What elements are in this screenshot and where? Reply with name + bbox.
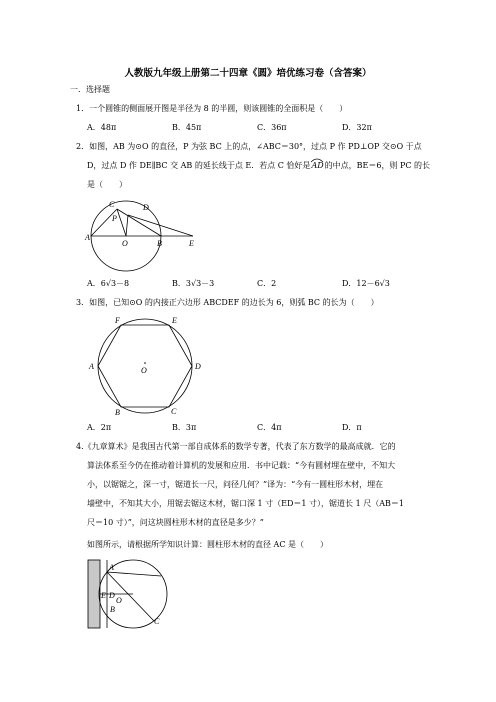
q2-option-d: D．12－6√3 — [342, 279, 390, 288]
arc-symbol-icon — [310, 158, 324, 163]
q3-figure — [88, 313, 206, 417]
q3-label-c: C — [171, 407, 177, 416]
q1-option-d: D．32π — [342, 123, 372, 132]
q2-line2-b: 的中点，BE＝6，则 PC 的长 — [324, 161, 431, 170]
page-title: 人教版九年级上册第二十四章《圆》培优练习卷（含答案） — [124, 68, 372, 79]
q1-option-c: C．36π — [257, 123, 287, 132]
q4-label-c: C — [154, 617, 160, 626]
q2-label-a: A — [85, 233, 90, 242]
q2-label-b: B — [157, 239, 162, 248]
q2-label-e: E — [189, 239, 194, 248]
section-heading: 一．选择题 — [70, 85, 110, 94]
q2-option-a: A．6√3－8 — [87, 279, 130, 288]
q1-stem: 1．一个圆锥的侧面展开图是半径为 8 的半圆，则该圆锥的全面积是（ ） — [76, 104, 348, 113]
q4-label-o: O — [116, 596, 122, 605]
q3-option-a: A．2π — [87, 423, 112, 432]
q3-label-b: B — [115, 408, 120, 417]
q3-label-a: A — [89, 362, 94, 371]
q2-label-p: P — [112, 214, 117, 223]
q4-line5: 尺＝10 寸）”，问这块圆柱形木材的直径是多少？” — [87, 518, 264, 527]
q3-label-o: O — [141, 366, 147, 375]
q2-label-c: C — [109, 200, 115, 209]
q4-label-a: A — [109, 563, 114, 572]
q2-line3: 是（ ） — [87, 180, 127, 189]
q3-option-c: C．4π — [257, 423, 282, 432]
q3-label-e: E — [172, 316, 177, 325]
q3-label-f: F — [115, 316, 120, 325]
q4-label-d: D — [109, 591, 115, 600]
q3-option-d: D．π — [342, 423, 362, 432]
q2-label-o: O — [122, 239, 128, 248]
q3-stem: 3．如图，已知⊙O 的内接正六边形 ABCDEF 的边长为 6，则弧 BC 的长为（ ） — [76, 298, 379, 307]
q1-option-a: A．48π — [87, 123, 117, 132]
q2-arc-label: AD — [310, 161, 324, 171]
q4-line2: 算法体系至今仍在推动着计算机的发展和应用．书中记载：“今有圆材埋在壁中，不知大 — [87, 461, 396, 470]
q2-option-b: B．3√3－3 — [172, 279, 215, 288]
q1-option-b: B．45π — [172, 123, 202, 132]
q2-figure — [85, 198, 200, 260]
q3-label-d: D — [195, 362, 201, 371]
q4-line3: 小，以锯锯之，深一寸，锯道长一尺，问径几何？”译为：“今有一圆柱形木材，埋在 — [87, 480, 384, 489]
q2-line2 — [87, 161, 430, 171]
q4-label-b: B — [110, 605, 115, 614]
q2-option-c: C．2 — [257, 279, 277, 288]
q4-line4: 墙壁中，不知其大小，用锯去锯这木材，锯口深 1 寸（ED＝1 寸），锯道长 1 尺（AB＝1 — [87, 499, 404, 508]
q4-label-e: E — [101, 591, 106, 600]
q2-line2-a: D，过点 D 作 DE∥BC 交 AB 的延长线于点 E．若点 C 恰好是 — [87, 161, 311, 170]
q2-label-d: D — [143, 203, 149, 212]
q3-option-b: B．3π — [172, 423, 197, 432]
q4-line1: 4.《九章算术》是我国古代第一部自成体系的数学专著，代表了东方数学的最高成就．它的 — [76, 442, 396, 451]
q4-figure — [88, 560, 194, 628]
q4-line6: 如图所示，请根据所学知识计算：圆柱形木材的直径 AC 是（ ） — [87, 540, 328, 549]
q2-line1: 2．如图，AB 为⊙O 的直径，P 为弦 BC 上的点，∠ABC＝30°，过点 P 作 PD⊥OP 交⊙O 于点 — [76, 142, 422, 151]
